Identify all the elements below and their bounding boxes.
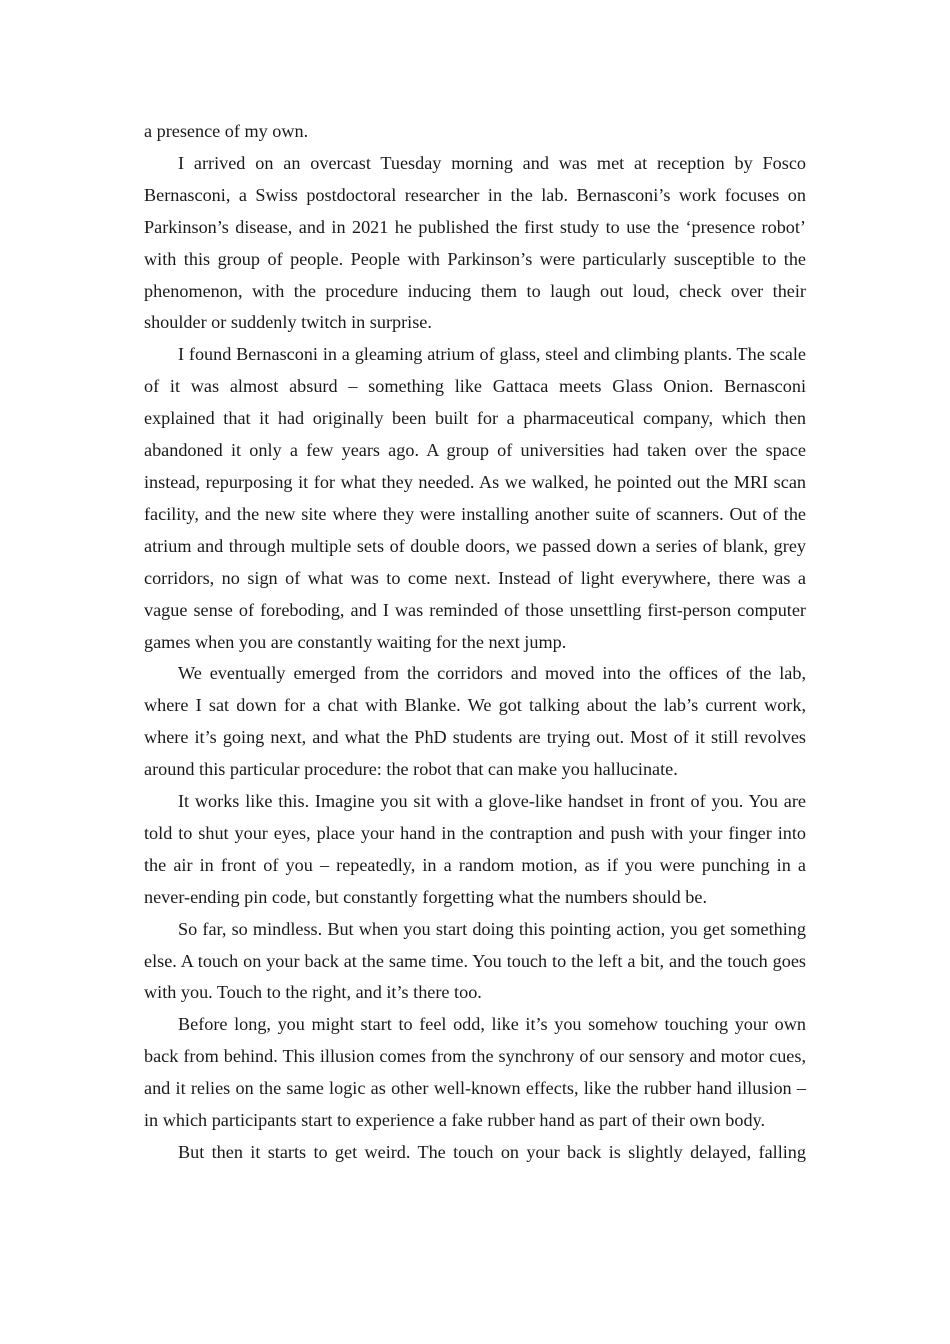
paragraph-continuation: a presence of my own. — [144, 121, 309, 141]
paragraph-touch: So far, so mindless. But when you start doing this pointing action, you get something else. A touch on your back at the same time. You touch to the left a bit, and the touch goes with you. Touch to the right, and it’s there too. — [144, 918, 806, 1003]
paragraph-offices: We eventually emerged from the corridors and moved into the offices of the lab, where I sat down for a chat with Blanke. We got talking about the lab’s current work, where it’s going next, and what the PhD students are trying out. Most of it still revolves around this particular procedure: the robot that can make you hallucinate. — [144, 663, 806, 780]
paragraph-atrium: I found Bernasconi in a gleaming atrium of glass, steel and climbing plants. The scale of it was almost absurd – something like Gattaca meets Glass Onion. Bernasconi explained that it had originally been built for a pharmaceutical company, which then abandoned it only a few years ago. A group of universities had taken over the space instead, repurposing it for what they needed. As we walked, he pointed out the MRI scan facility, and the new site where they were installing another suite of scanners. Out of the atrium and through multiple sets of double doors, we passed down a series of blank, grey corridors, no sign of what was to come next. Instead of light everywhere, there was a vague sense of foreboding, and I was reminded of those unsettling first-person computer games when you are constantly waiting for the next jump. — [144, 344, 806, 652]
paragraph-weird: But then it starts to get weird. The touch on your back is slightly delayed, falling — [178, 1142, 806, 1162]
document-page — [144, 116, 806, 1169]
paragraph-illusion: Before long, you might start to feel odd, like it’s you somehow touching your own back from behind. This illusion comes from the synchrony of our sensory and motor cues, and it relies on the same logic as other well-known effects, like the rubber hand illusion – in which participants start to experience a fake rubber hand as part of their own body. — [144, 1014, 806, 1131]
paragraph-how-it-works: It works like this. Imagine you sit with a glove-like handset in front of you. You are told to shut your eyes, place your hand in the contraption and push with your finger into the air in front of you – repeatedly, in a random motion, as if you were punching in a never-ending pin code, but constantly forgetting what the numbers should be. — [144, 791, 806, 907]
paragraph-arrival: I arrived on an overcast Tuesday morning and was met at reception by Fosco Bernasconi, a Swiss postdoctoral researcher in the lab. Bernasconi’s work focuses on Parkinson’s disease, and in 2021 he published the first study to use the ‘presence robot’ with this group of people. People with Parkinson’s were particularly susceptible to the phenomenon, with the procedure inducing them to laugh out loud, check over their shoulder or suddenly twitch in surprise. — [144, 152, 806, 333]
